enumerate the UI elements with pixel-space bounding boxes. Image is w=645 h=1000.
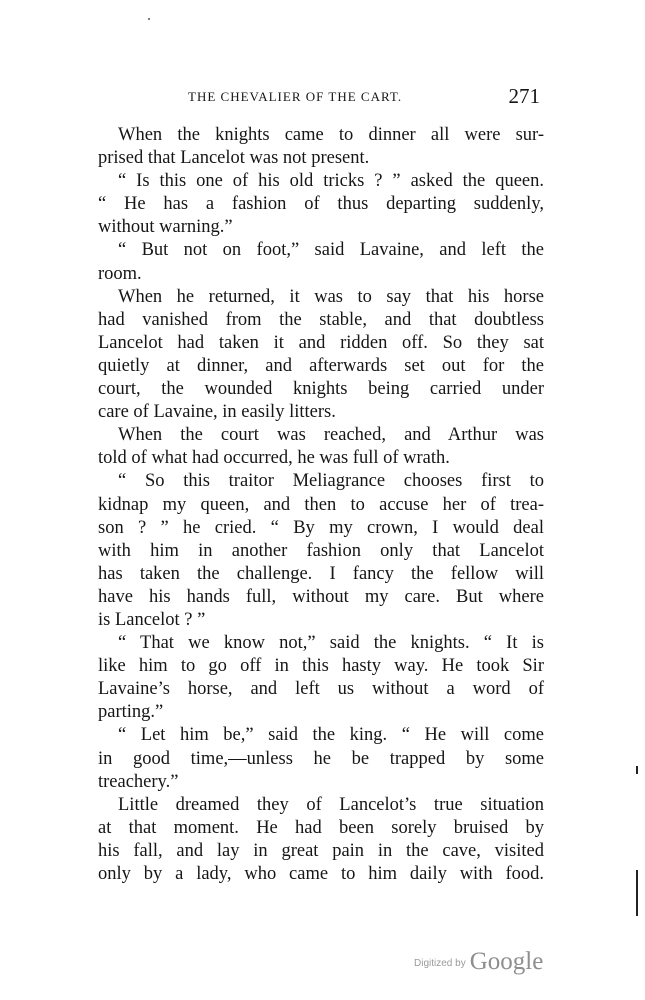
text-line: “ That we know not,” said the knights. “ It is [118, 633, 544, 654]
digitized-watermark [414, 948, 543, 976]
scan-speck [148, 18, 150, 20]
text-line: “ He has a fashion of thus departing suddenly, [98, 194, 544, 215]
text-line: only by a lady, who came to him daily with food. [98, 864, 544, 884]
text-line: his fall, and lay in great pain in the cave, visited [98, 840, 544, 861]
text-line: care of Lavaine, in easily litters. [98, 402, 336, 423]
running-header [188, 85, 548, 109]
text-line: is Lancelot ? ” [98, 609, 206, 630]
text-line: When the knights came to dinner all were sur- [118, 125, 544, 145]
text-line: has taken the challenge. I fancy the fellow will [98, 563, 544, 584]
text-line: prised that Lancelot was not present. [98, 148, 370, 169]
text-line: parting.” [98, 702, 164, 723]
text-line: Lancelot had taken it and ridden off. So they sat [98, 332, 544, 353]
google-logo: Google [469, 948, 544, 975]
text-line: had vanished from the stable, and that doubtless [98, 309, 544, 330]
text-line: “ Let him be,” said the king. “ He will come [118, 725, 544, 746]
text-line: court, the wounded knights being carried under [98, 379, 544, 400]
text-line: son ? ” he cried. “ By my crown, I would deal [98, 517, 544, 538]
scan-edge-mark [636, 766, 638, 774]
text-line: quietly at dinner, and afterwards set out for the [98, 355, 544, 376]
text-line: at that moment. He had been sorely bruised by [98, 817, 544, 838]
scan-edge-mark [636, 870, 638, 916]
text-line: “ Is this one of his old tricks ? ” asked the queen. [118, 171, 544, 192]
watermark-prefix: Digitized by [414, 958, 466, 969]
text-line: When he returned, it was to say that his horse [118, 286, 544, 307]
text-line: in good time,—unless he be trapped by some [98, 748, 544, 769]
text-line: with him in another fashion only that Lancelot [98, 540, 544, 561]
text-line: without warning.” [98, 217, 233, 238]
text-line: told of what had occurred, he was full of wrath. [98, 448, 450, 469]
text-line: “ But not on foot,” said Lavaine, and left the [118, 240, 544, 261]
text-line: room. [98, 263, 142, 284]
text-line: Little dreamed they of Lancelot’s true situation [118, 794, 544, 815]
text-line: When the court was reached, and Arthur was [118, 425, 544, 446]
text-line: like him to go off in this hasty way. He took Sir [98, 656, 544, 677]
body-text [98, 124, 544, 886]
running-title: THE CHEVALIER OF THE CART. [188, 89, 403, 104]
page-number: 271 [508, 84, 540, 108]
text-line: “ So this traitor Meliagrance chooses first to [118, 471, 544, 492]
text-line: have his hands full, without my care. But where [98, 586, 544, 607]
text-line: Lavaine’s horse, and left us without a word of [98, 679, 544, 700]
text-line: kidnap my queen, and then to accuse her of trea- [98, 494, 544, 515]
text-line: treachery.” [98, 771, 179, 792]
